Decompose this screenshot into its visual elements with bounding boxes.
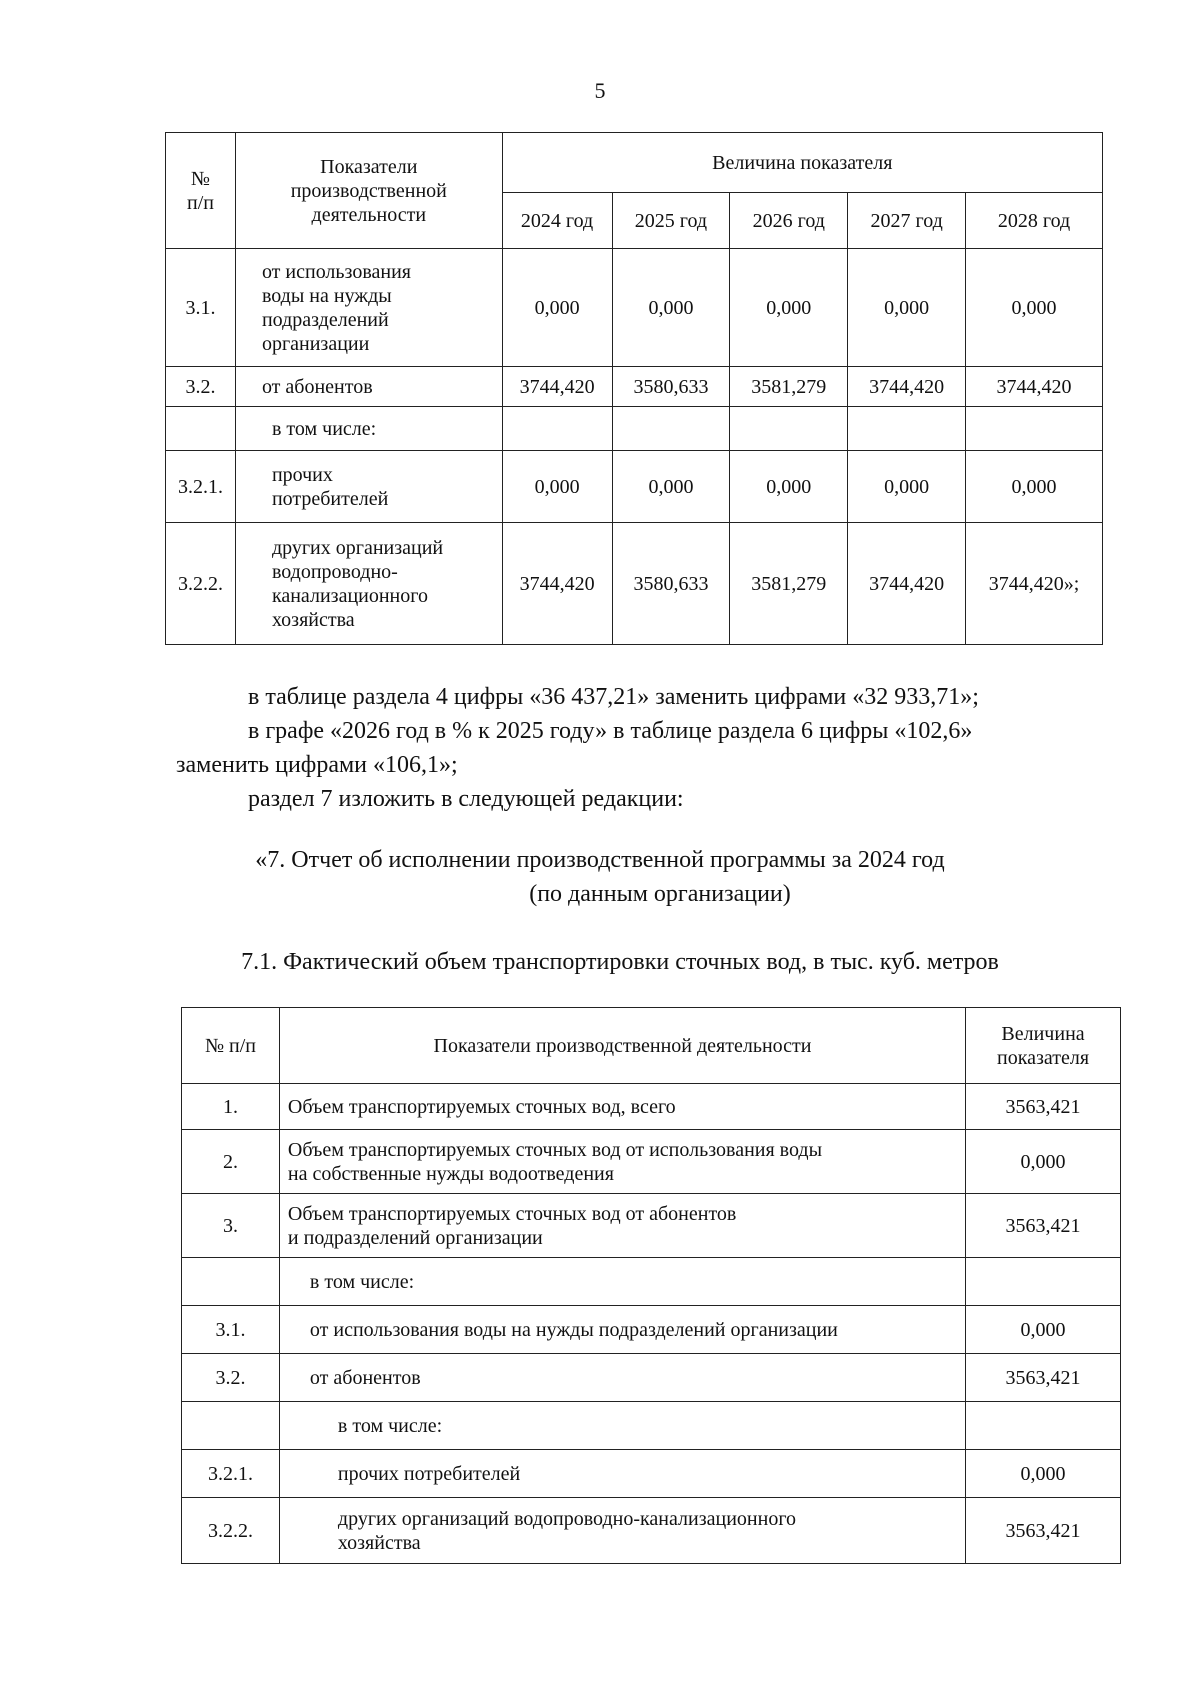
amendment-paragraph-2-line-2: заменить цифрами «106,1»; [176, 752, 458, 778]
row-number: 3.2.2. [166, 523, 236, 645]
row-value [730, 407, 848, 451]
row-indicator-name: в том числе: [235, 407, 502, 451]
row-number: 1. [182, 1084, 280, 1130]
row-indicator-name: прочих потребителей [279, 1450, 965, 1498]
column-header-year: 2025 год [612, 193, 730, 249]
column-header-indicator: Показатели производственной деятельности [235, 133, 502, 249]
table-row [182, 1306, 1121, 1354]
row-number: 3.1. [182, 1306, 280, 1354]
row-indicator-name: от использования воды на нужды подразделений организации [235, 249, 502, 367]
row-value: 0,000 [966, 1306, 1121, 1354]
row-number: 3.2. [166, 367, 236, 407]
row-value: 0,000 [612, 451, 730, 523]
row-value: 3580,633 [612, 523, 730, 645]
row-value [966, 1402, 1121, 1450]
row-value: 3563,421 [966, 1354, 1121, 1402]
table-row [182, 1258, 1121, 1306]
table-row [182, 1130, 1121, 1194]
row-value: 0,000 [848, 451, 966, 523]
row-indicator-name: других организаций водопроводно- канализационного хозяйства [235, 523, 502, 645]
row-value: 3563,421 [966, 1194, 1121, 1258]
row-value [966, 1258, 1121, 1306]
column-header-value: Величина показателя [966, 1008, 1121, 1084]
table-row [166, 523, 1103, 645]
section-7-title-note: (по данным организации) [529, 881, 791, 907]
column-header-year: 2026 год [730, 193, 848, 249]
row-indicator-name: других организаций водопроводно-канализационного хозяйства [279, 1498, 965, 1564]
actual-transport-volume-table [181, 1007, 1121, 1564]
row-indicator-name: прочих потребителей [235, 451, 502, 523]
row-value: 0,000 [502, 249, 612, 367]
row-number: 3.1. [166, 249, 236, 367]
row-value [966, 407, 1103, 451]
row-number: 3.2.1. [182, 1450, 280, 1498]
row-indicator-name: от абонентов [235, 367, 502, 407]
row-number: 2. [182, 1130, 280, 1194]
section-7-title: «7. Отчет об исполнении производственной программы за 2024 год [255, 847, 945, 873]
row-indicator-name: в том числе: [279, 1258, 965, 1306]
row-value: 0,000 [966, 1450, 1121, 1498]
row-value: 3580,633 [612, 367, 730, 407]
row-value: 0,000 [966, 1130, 1121, 1194]
table-row [166, 249, 1103, 367]
row-value: 3581,279 [730, 367, 848, 407]
amendment-paragraph-3: раздел 7 изложить в следующей редакции: [248, 786, 684, 812]
row-number [182, 1258, 280, 1306]
table-row [182, 1450, 1121, 1498]
row-indicator-name: от абонентов [279, 1354, 965, 1402]
row-indicator-name: в том числе: [279, 1402, 965, 1450]
table-row [182, 1402, 1121, 1450]
row-indicator-name: от использования воды на нужды подразделений организации [279, 1306, 965, 1354]
row-value: 3581,279 [730, 523, 848, 645]
row-number: 3.2.2. [182, 1498, 280, 1564]
row-value: 3744,420 [848, 523, 966, 645]
column-header-year: 2024 год [502, 193, 612, 249]
column-header-year: 2027 год [848, 193, 966, 249]
row-number: 3.2.1. [166, 451, 236, 523]
row-value: 3744,420 [502, 367, 612, 407]
row-value: 3563,421 [966, 1084, 1121, 1130]
row-value: 0,000 [730, 249, 848, 367]
row-value: 0,000 [966, 451, 1103, 523]
row-value [502, 407, 612, 451]
row-number: 3.2. [182, 1354, 280, 1402]
row-value: 3744,420 [966, 367, 1103, 407]
production-indicators-table [165, 132, 1103, 645]
table-row [182, 1354, 1121, 1402]
section-7-1-subtitle: 7.1. Фактический объем транспортировки сточных вод, в тыс. куб. метров [241, 949, 999, 975]
column-header-year: 2028 год [966, 193, 1103, 249]
row-value: 3744,420 [502, 523, 612, 645]
row-indicator-name: Объем транспортируемых сточных вод, всего [279, 1084, 965, 1130]
table-row [182, 1194, 1121, 1258]
row-value: 0,000 [730, 451, 848, 523]
table-row [182, 1498, 1121, 1564]
table-row [166, 367, 1103, 407]
row-value: 0,000 [612, 249, 730, 367]
row-value: 3744,420»; [966, 523, 1103, 645]
row-value [848, 407, 966, 451]
column-header-number: № п/п [182, 1008, 280, 1084]
row-value: 3563,421 [966, 1498, 1121, 1564]
column-header-indicator: Показатели производственной деятельности [279, 1008, 965, 1084]
column-header-number: № п/п [166, 133, 236, 249]
column-header-value-group: Величина показателя [502, 133, 1102, 193]
row-value: 0,000 [966, 249, 1103, 367]
amendment-paragraph-1: в таблице раздела 4 цифры «36 437,21» заменить цифрами «32 933,71»; [248, 684, 979, 710]
row-number [166, 407, 236, 451]
table-row [182, 1084, 1121, 1130]
row-value: 0,000 [848, 249, 966, 367]
amendment-paragraph-2-line-1: в графе «2026 год в % к 2025 году» в таблице раздела 6 цифры «102,6» [248, 718, 973, 744]
row-indicator-name: Объем транспортируемых сточных вод от использования воды на собственные нужды водоотведения [279, 1130, 965, 1194]
row-value [612, 407, 730, 451]
row-indicator-name: Объем транспортируемых сточных вод от абонентов и подразделений организации [279, 1194, 965, 1258]
row-number [182, 1402, 280, 1450]
table-row [166, 451, 1103, 523]
table-row [166, 407, 1103, 451]
row-value: 3744,420 [848, 367, 966, 407]
row-value: 0,000 [502, 451, 612, 523]
page-number: 5 [594, 78, 606, 103]
row-number: 3. [182, 1194, 280, 1258]
